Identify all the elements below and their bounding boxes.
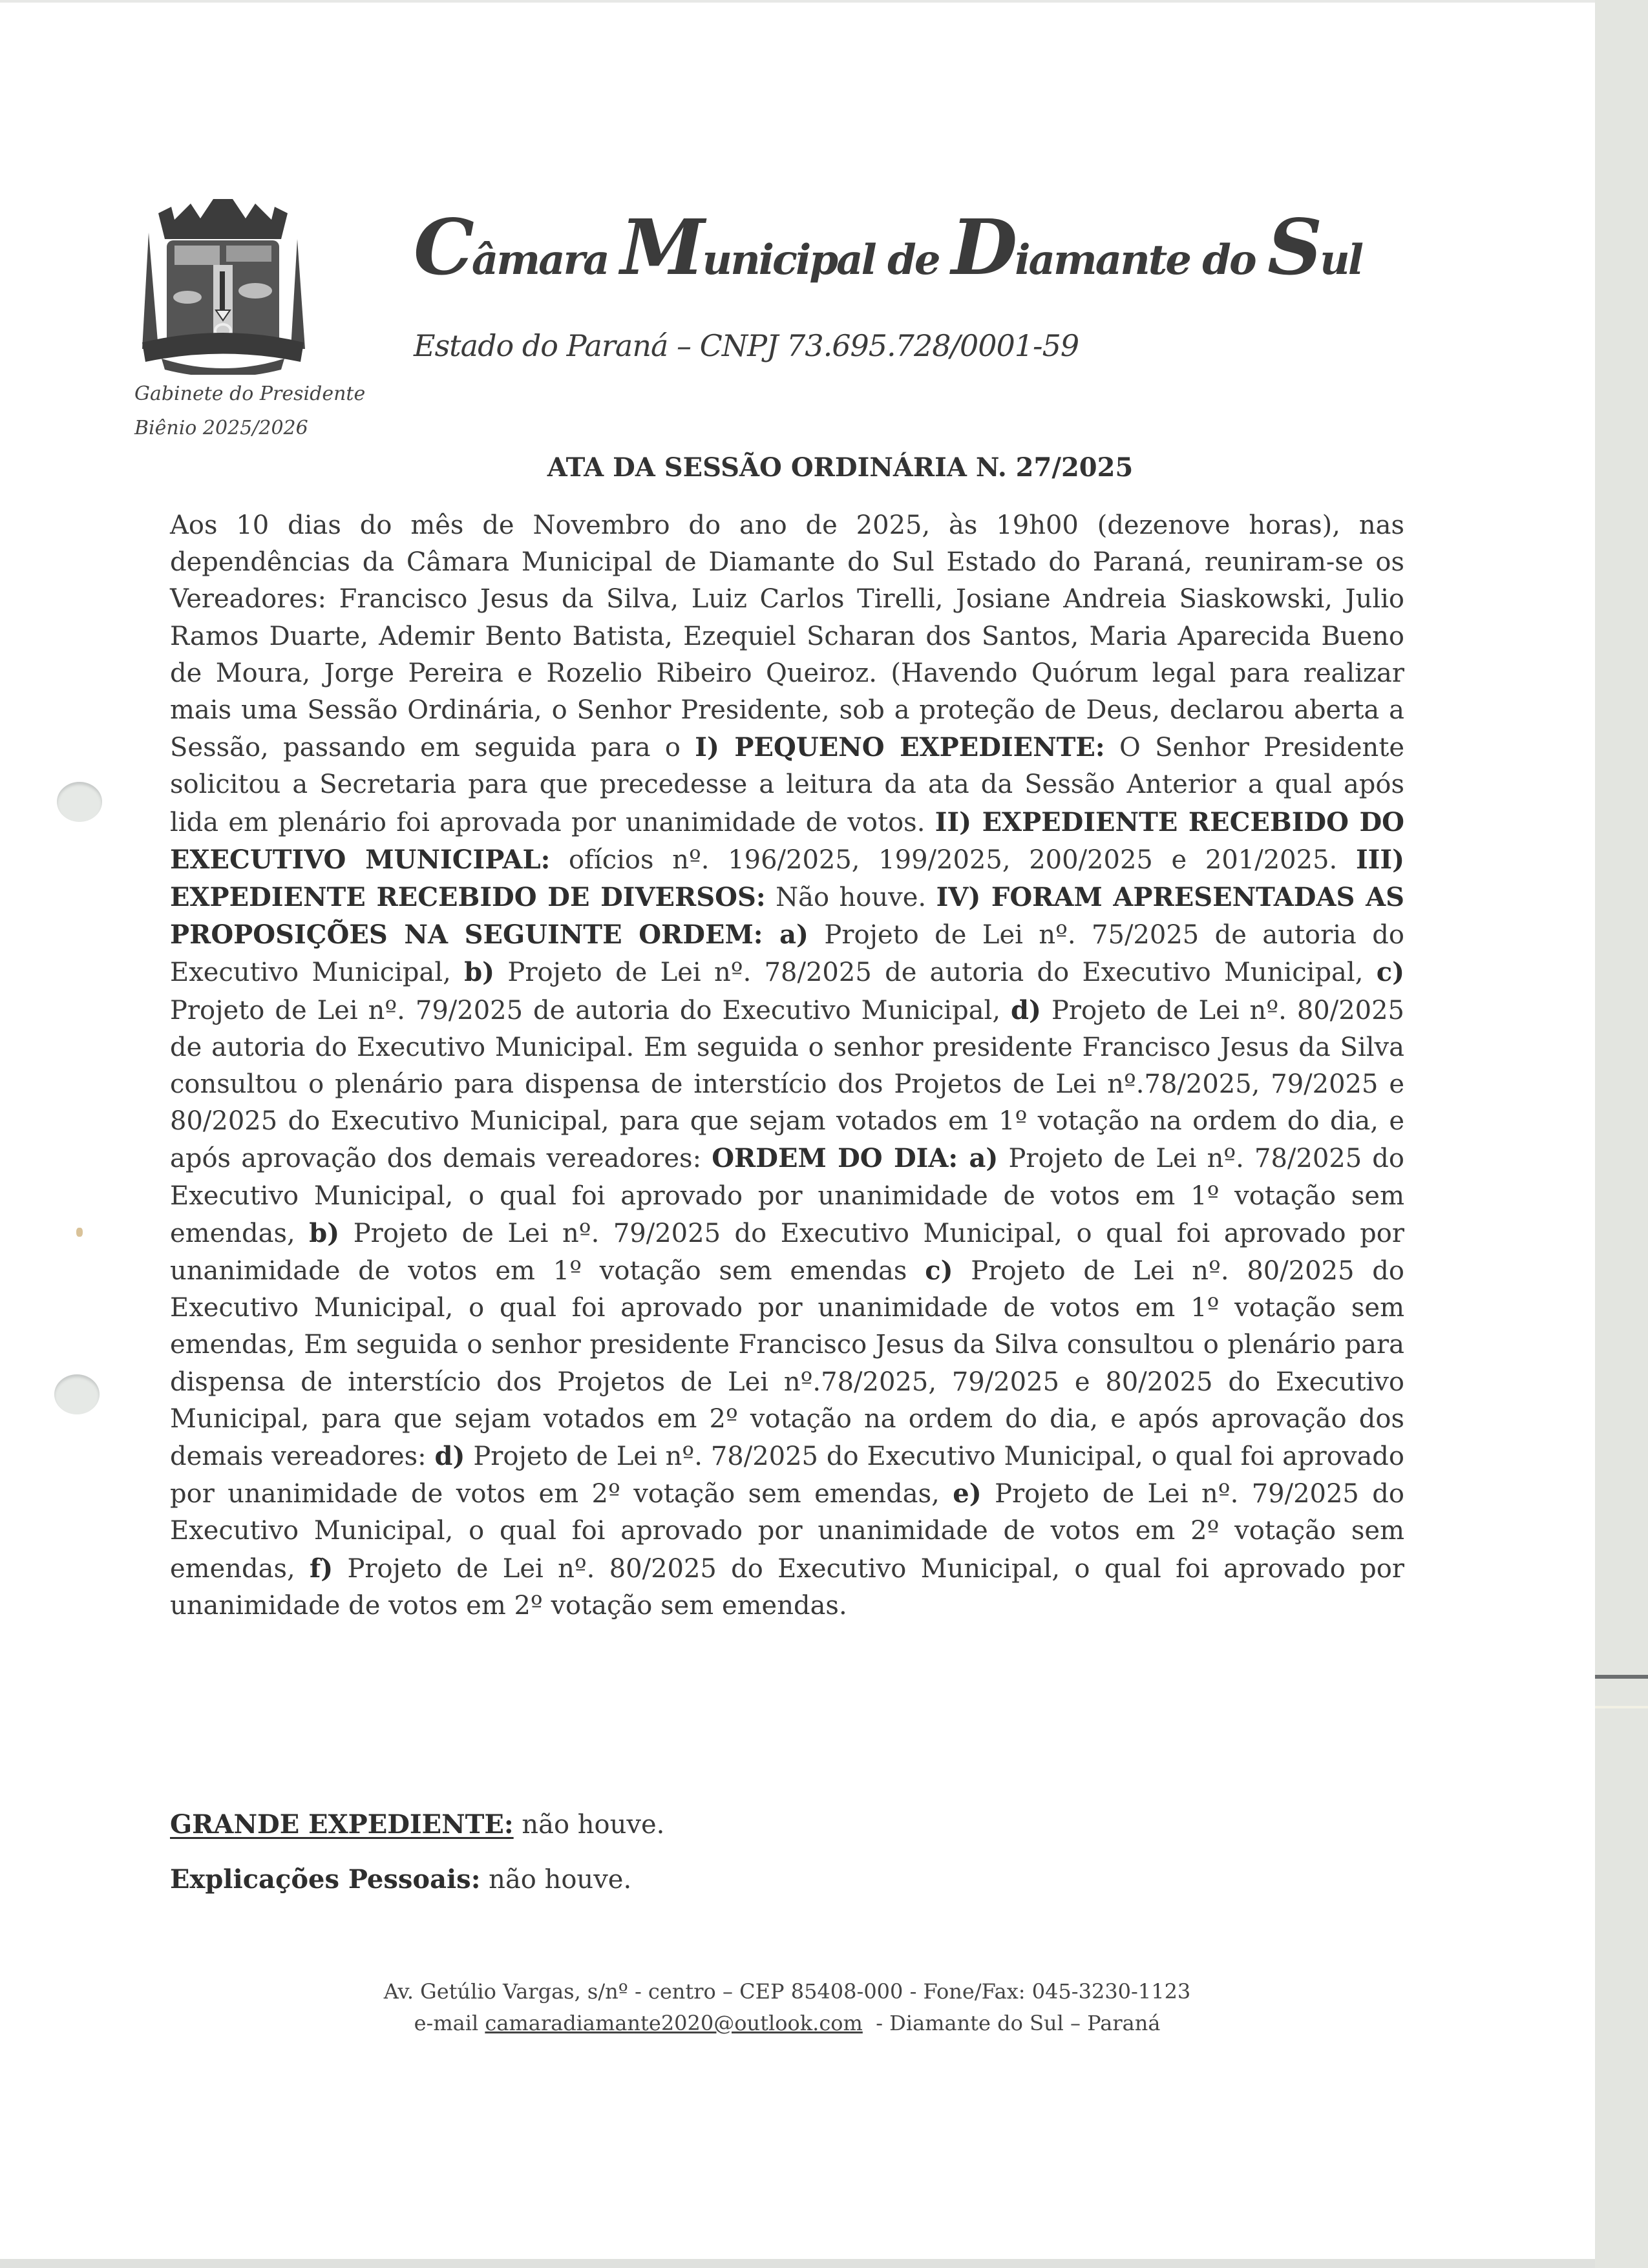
body-bold-run: ORDEM DO DIA: a) bbox=[712, 1143, 998, 1174]
footer-email-link[interactable]: camaradiamante2020@outlook.com bbox=[485, 2011, 863, 2035]
body-text-run: Projeto de Lei nº. 80/2025 do Executivo Municipal, o qual foi aprovado por unanimidade de votos em 1º votação sem emendas, Em seguida o senhor presidente Francisco Jesus da Silva consultou o plenário para dispensa de interstício dos Projetos de Lei nº.78/2025, 79/2025 e 80/2025 do Executivo Municipal, para que sejam votados em 2º votação na ordem do dia, e após aprovação dos demais vereadores: bbox=[170, 1256, 1404, 1472]
term-label: Biênio 2025/2026 bbox=[134, 417, 308, 439]
body-text-run: O Senhor Presidente solicitou a Secretaria para que precedesse a leitura da ata da Sessão Anterior a qual após lida em plenário foi aprovada por unanimidade de votos. bbox=[170, 733, 1404, 837]
body-text-run: Projeto de Lei nº. 75/2025 de autoria do Executivo Municipal, bbox=[170, 920, 1404, 988]
grande-expediente-line bbox=[170, 1809, 1404, 1840]
explicacoes-pessoais-value: não houve. bbox=[480, 1865, 632, 1895]
body-text-run: Projeto de Lei nº. 79/2025 de autoria do Executivo Municipal, bbox=[170, 995, 1011, 1025]
crest-ribbon bbox=[142, 333, 304, 362]
body-bold-run: I) PEQUENO EXPEDIENTE: bbox=[695, 732, 1105, 763]
body-text-run: ofícios nº. 196/2025, 199/2025, 200/2025 e 201/2025. bbox=[550, 845, 1356, 875]
footer-location: - Diamante do Sul – Paraná bbox=[862, 2011, 1161, 2035]
body-text-run: Projeto de Lei nº. 78/2025 do Executivo Municipal, o qual foi aprovado por unanimidade de votos em 2º votação sem emendas, bbox=[170, 1442, 1404, 1509]
body-text-run: Projeto de Lei nº. 79/2025 do Executivo Municipal, o qual foi aprovado por unanimidade de votos em 2º votação sem emendas, bbox=[170, 1479, 1404, 1584]
explicacoes-pessoais-label: Explicações Pessoais: bbox=[170, 1864, 481, 1895]
punch-hole-bottom bbox=[54, 1374, 100, 1414]
crest-crown-icon bbox=[158, 199, 288, 239]
municipal-coat-of-arms-icon bbox=[136, 194, 310, 375]
office-label: Gabinete do Presidente bbox=[134, 383, 366, 405]
body-text-run: Não houve. bbox=[765, 883, 936, 913]
punch-hole-top bbox=[57, 782, 102, 822]
institution-word-2: Municipal de bbox=[620, 202, 951, 292]
institution-word-3: Diamante do bbox=[951, 202, 1267, 292]
body-text-run: Aos 10 dias do mês de Novembro do ano de 2025, às 19h00 (dezenove horas), nas dependências da Câmara Municipal de Diamante do Sul Estado do Paraná, reuniram-se os Vereadores: Francisco Jesus da Silva, Luiz Carlos Tirelli, Josiane Andreia Siaskowski, Julio Ramos Duarte, Ademir Bento Batista, Ezequiel Scharan dos Santos, Maria Aparecida Bueno de Moura, Jorge Pereira e Rozelio Ribeiro Queiroz. (Havendo Quórum legal para realizar mais uma Sessão Ordinária, o Senhor Presidente, sob a proteção de Deus, declarou aberta a Sessão, passando em seguida para o bbox=[170, 510, 1404, 763]
footer-contact bbox=[170, 2011, 1404, 2035]
scanner-edge-highlight bbox=[1595, 1706, 1648, 1708]
grande-expediente-value: não houve. bbox=[513, 1810, 665, 1840]
body-bold-run: b) bbox=[309, 1217, 340, 1248]
body-bold-run: d) bbox=[434, 1441, 465, 1472]
body-bold-run: IV) FORAM APRESENTADAS AS PROPOSIÇÕES NA SEGUINTE ORDEM: a) bbox=[170, 882, 1404, 950]
grande-expediente-label: GRANDE EXPEDIENTE: bbox=[170, 1809, 514, 1840]
scan-bottom-edge bbox=[0, 2259, 1595, 2268]
body-text-run: Projeto de Lei nº. 78/2025 de autoria do Executivo Municipal, bbox=[494, 958, 1377, 988]
paper-speck bbox=[76, 1228, 83, 1237]
institution-subtitle: Estado do Paraná – CNPJ 73.695.728/0001-59 bbox=[414, 328, 1079, 363]
document-title: ATA DA SESSÃO ORDINÁRIA N. 27/2025 bbox=[547, 452, 1134, 483]
body-text-run: Projeto de Lei nº. 79/2025 do Executivo Municipal, o qual foi aprovado por unanimidade de votos em 1º votação sem emendas bbox=[170, 1218, 1404, 1286]
body-bold-run: II) EXPEDIENTE RECEBIDO DO EXECUTIVO MUNICIPAL: bbox=[170, 806, 1405, 875]
body-bold-run: e) bbox=[953, 1478, 982, 1509]
scanner-edge-line bbox=[1595, 1675, 1648, 1679]
body-bold-run: c) bbox=[925, 1255, 953, 1286]
body-text-run: Projeto de Lei nº. 80/2025 de autoria do Executivo Municipal. Em seguida o senhor presidente Francisco Jesus da Silva consultou o plenário para dispensa de interstício dos Projetos de Lei nº.78/2025, 79/2025 e 80/2025 do Executivo Municipal, para que sejam votados em 1º votação na ordem do dia, e após aprovação dos demais vereadores: bbox=[170, 995, 1404, 1174]
scan-top-edge bbox=[0, 0, 1595, 3]
body-bold-run: d) bbox=[1011, 994, 1041, 1025]
body-bold-run: f) bbox=[310, 1553, 333, 1584]
institution-name bbox=[414, 202, 1422, 302]
institution-word-4: Sul bbox=[1267, 202, 1362, 292]
body-text-run: Projeto de Lei nº. 78/2025 do Executivo Municipal, o qual foi aprovado por unanimidade de votos em 1º votação sem emendas, bbox=[170, 1144, 1404, 1248]
minutes-body bbox=[170, 507, 1404, 1624]
scanner-bed-strip bbox=[1595, 0, 1648, 2268]
footer-address: Av. Getúlio Vargas, s/nº - centro – CEP 85408-000 - Fone/Fax: 045-3230-1123 bbox=[383, 1979, 1191, 2004]
body-text-run: Projeto de Lei nº. 80/2025 do Executivo Municipal, o qual foi aprovado por unanimidade de votos em 2º votação sem emendas. bbox=[170, 1553, 1404, 1621]
footer-email-prefix: e-mail bbox=[414, 2011, 485, 2035]
body-bold-run: III) EXPEDIENTE RECEBIDO DE DIVERSOS: bbox=[170, 844, 1404, 913]
body-bold-run: c) bbox=[1376, 957, 1404, 988]
explicacoes-pessoais-line bbox=[170, 1864, 1404, 1895]
body-bold-run: b) bbox=[464, 957, 495, 988]
institution-word-1: Câmara bbox=[414, 202, 621, 292]
